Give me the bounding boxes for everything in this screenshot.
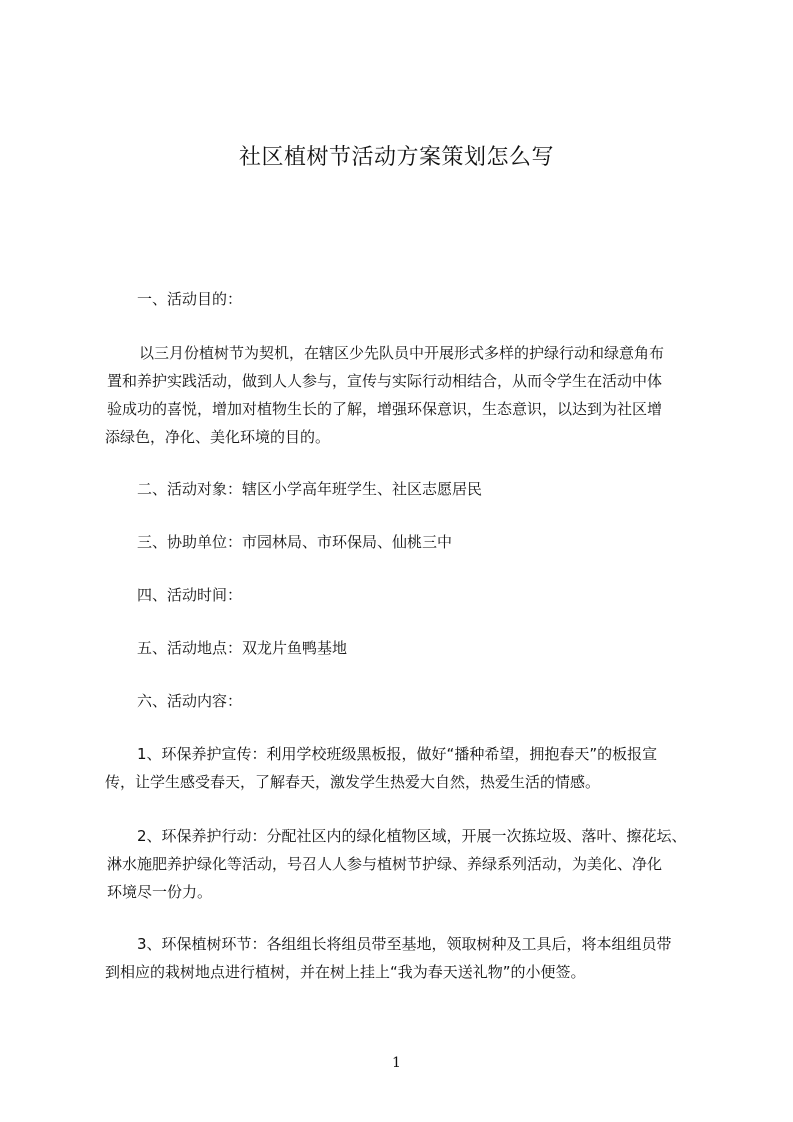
page-number: 1 (392, 1055, 401, 1071)
paragraph-line: 验成功的喜悦，增加对植物生长的了解，增强环保意识，生态意识，以达到为社区增 (107, 400, 663, 418)
section-targets (105, 475, 757, 503)
content-item-2 (105, 822, 725, 906)
content-item-3 (105, 930, 725, 986)
paragraph-line: 传，让学生感受春天，了解春天，激发学生热爱大自然，热爱生活的情感。 (105, 773, 601, 791)
paragraph-line: 淋水施肥养护绿化等活动，号召人人参与植树节护绿、养绿系列活动，为美化、净化 (107, 855, 663, 873)
paragraph-line: 2、环保养护行动：分配社区内的绿化植物区域，开展一次拣垃圾、落叶、擦花坛、 (137, 827, 687, 845)
content-item-1 (105, 740, 725, 796)
section-heading: 六、活动内容： (137, 692, 243, 710)
section-partners (105, 528, 757, 556)
section-time (105, 581, 757, 609)
document-title: 社区植树节活动方案策划怎么写 (238, 145, 554, 170)
paragraph-line: 添绿色，净化、美化环境的目的。 (105, 428, 331, 446)
paragraph-line: 三、协助单位：市园林局、市环保局、仙桃三中 (137, 533, 453, 551)
paragraph-purpose (105, 339, 725, 451)
section-heading-purpose (105, 285, 757, 313)
paragraph-line: 以三月份植树节为契机，在辖区少先队员中开展形式多样的护绿行动和绿意角布 (139, 344, 665, 362)
paragraph-line: 3、环保植树环节：各组组长将组员带至基地，领取树种及工具后，将本组组员带 (137, 935, 672, 953)
section-heading-content (105, 687, 757, 715)
paragraph-line: 环境尽一份力。 (107, 883, 213, 901)
section-location (105, 634, 757, 662)
paragraph-line: 到相应的栽树地点进行植树，并在树上挂上“我为春天送礼物”的小便签。 (105, 963, 586, 981)
paragraph-line: 五、活动地点：双龙片鱼鸭基地 (137, 639, 348, 657)
paragraph-line: 四、活动时间： (137, 586, 243, 604)
section-heading: 一、活动目的： (137, 290, 243, 308)
paragraph-line: 置和养护实践活动，做到人人参与，宣传与实际行动相结合，从而令学生在活动中体 (107, 372, 663, 390)
paragraph-line: 二、活动对象：辖区小学高年班学生、社区志愿居民 (137, 480, 483, 498)
paragraph-line: 1、环保养护宣传：利用学校班级黑板报，做好“播种希望，拥抱春天”的板报宣 (137, 745, 658, 763)
